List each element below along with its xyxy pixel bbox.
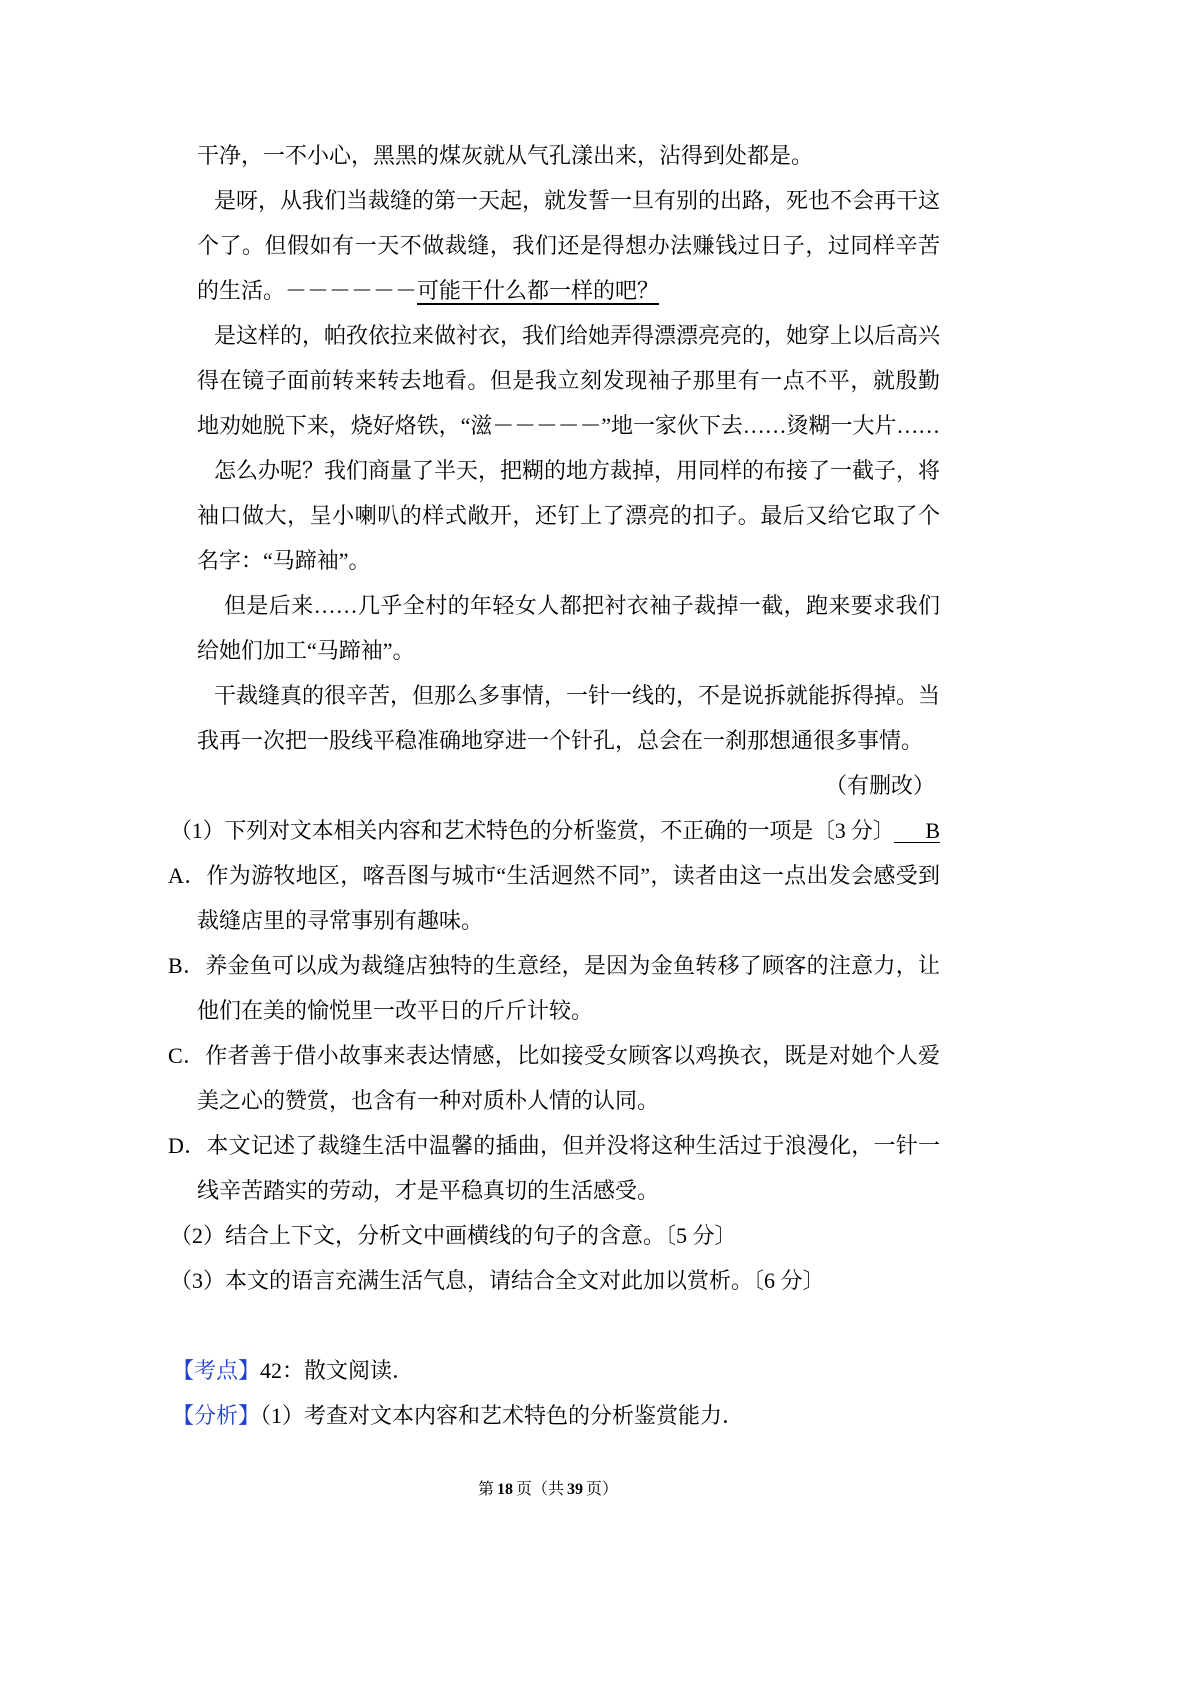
passage-line: 名字：“马蹄袖”。 xyxy=(197,548,371,573)
option-a xyxy=(168,853,940,898)
option-d-label: D． xyxy=(168,1133,207,1158)
fenxi-tag: 【分析】 xyxy=(172,1403,261,1428)
fenxi-line xyxy=(172,1393,744,1438)
passage-line: 是呀，从我们当裁缝的第一天起，就发誓一旦有别的出路，死也不会再干这 xyxy=(214,188,941,213)
option-c-label: C． xyxy=(168,1043,206,1068)
kaodian-tag: 【考点】 xyxy=(172,1358,261,1383)
option-b-text-cont: 他们在美的愉悦里一改平日的斤斤计较。 xyxy=(197,998,594,1023)
answer-blank xyxy=(894,808,940,853)
passage-line: 个了。但假如有一天不做裁缝，我们还是得想办法赚钱过日子，过同样辛苦 xyxy=(197,233,940,258)
passage-line: 但是后来……几乎全村的年轻女人都把衬衣袖子裁掉一截，跑来要求我们 xyxy=(224,593,940,618)
passage-line xyxy=(197,268,940,313)
kaodian-line xyxy=(172,1348,414,1393)
question-1-stem: （1）下列对文本相关内容和艺术特色的分析鉴赏，不正确的一项是〔3 分〕 xyxy=(170,818,895,843)
footer-prefix: 第 xyxy=(477,1481,494,1498)
passage-line: 袖口做大，呈小喇叭的样式敞开，还钉上了漂亮的扣子。最后又给它取了个 xyxy=(197,503,940,528)
fenxi-text: （1）考查对文本内容和艺术特色的分析鉴赏能力． xyxy=(260,1403,745,1428)
source-note: （有删改） xyxy=(824,773,935,798)
option-c xyxy=(168,1033,940,1078)
underlined-sentence: 可能干什么都一样的吧？ xyxy=(417,278,660,303)
option-a-text-cont: 裁缝店里的寻常事别有趣味。 xyxy=(197,908,484,933)
passage-line: 干裁缝真的很辛苦，但那么多事情，一针一线的，不是说拆就能拆得掉。当 xyxy=(214,683,941,708)
passage-line: 给她们加工“马蹄袖”。 xyxy=(197,638,415,663)
option-b xyxy=(168,943,940,988)
option-c-text-cont: 美之心的赞赏，也含有一种对质朴人情的认同。 xyxy=(197,1088,660,1113)
option-b-label: B． xyxy=(168,953,206,978)
passage-text: 的生活。－－－－－－ xyxy=(197,278,418,303)
answer-mark: B xyxy=(894,820,940,843)
question-3: （3）本文的语言充满生活气息，请结合全文对此加以赏析。〔6 分〕 xyxy=(170,1268,825,1293)
option-a-text: 作为游牧地区，喀吾图与城市“生活迥然不同”，读者由这一点出发会感受到 xyxy=(206,863,940,888)
option-c-text: 作者善于借小故事来表达情感，比如接受女顾客以鸡换衣，既是对她个人爱 xyxy=(205,1043,940,1068)
passage-line: 干净，一不小心，黑黑的煤灰就从气孔漾出来，沾得到处都是。 xyxy=(197,143,814,168)
footer-total-pages: 39 xyxy=(567,1481,583,1498)
question-2: （2）结合上下文，分析文中画横线的句子的含意。〔5 分〕 xyxy=(170,1223,737,1248)
passage-line: 地劝她脱下来，烧好烙铁，“滋－－－－－”地一家伙下去……烫糊一大片…… xyxy=(197,413,940,438)
footer-suffix: 页） xyxy=(586,1481,619,1498)
passage-line: 怎么办呢？我们商量了半天，把糊的地方裁掉，用同样的布接了一截子，将 xyxy=(214,458,941,483)
passage-line: 得在镜子面前转来转去地看。但是我立刻发现袖子那里有一点不平，就殷勤 xyxy=(197,368,940,393)
option-d-text-cont: 线辛苦踏实的劳动，才是平稳真切的生活感受。 xyxy=(197,1178,660,1203)
footer-page-number: 18 xyxy=(496,1481,513,1498)
option-d xyxy=(168,1123,940,1168)
option-b-text: 养金鱼可以成为裁缝店独特的生意经，是因为金鱼转移了顾客的注意力，让 xyxy=(205,953,940,978)
option-a-label: A． xyxy=(168,863,207,888)
passage-line: 我再一次把一股线平稳准确地穿进一个针孔，总会在一刹那想通很多事情。 xyxy=(197,728,924,753)
footer-middle: 页（共 xyxy=(515,1481,564,1498)
passage-line: 是这样的，帕孜依拉来做衬衣，我们给她弄得漂漂亮亮的，她穿上以后高兴 xyxy=(214,323,941,348)
page-footer xyxy=(440,1478,656,1502)
kaodian-text: 42：散文阅读． xyxy=(260,1358,415,1383)
option-d-text: 本文记述了裁缝生活中温馨的插曲，但并没将这种生活过于浪漫化，一针一 xyxy=(206,1133,940,1158)
